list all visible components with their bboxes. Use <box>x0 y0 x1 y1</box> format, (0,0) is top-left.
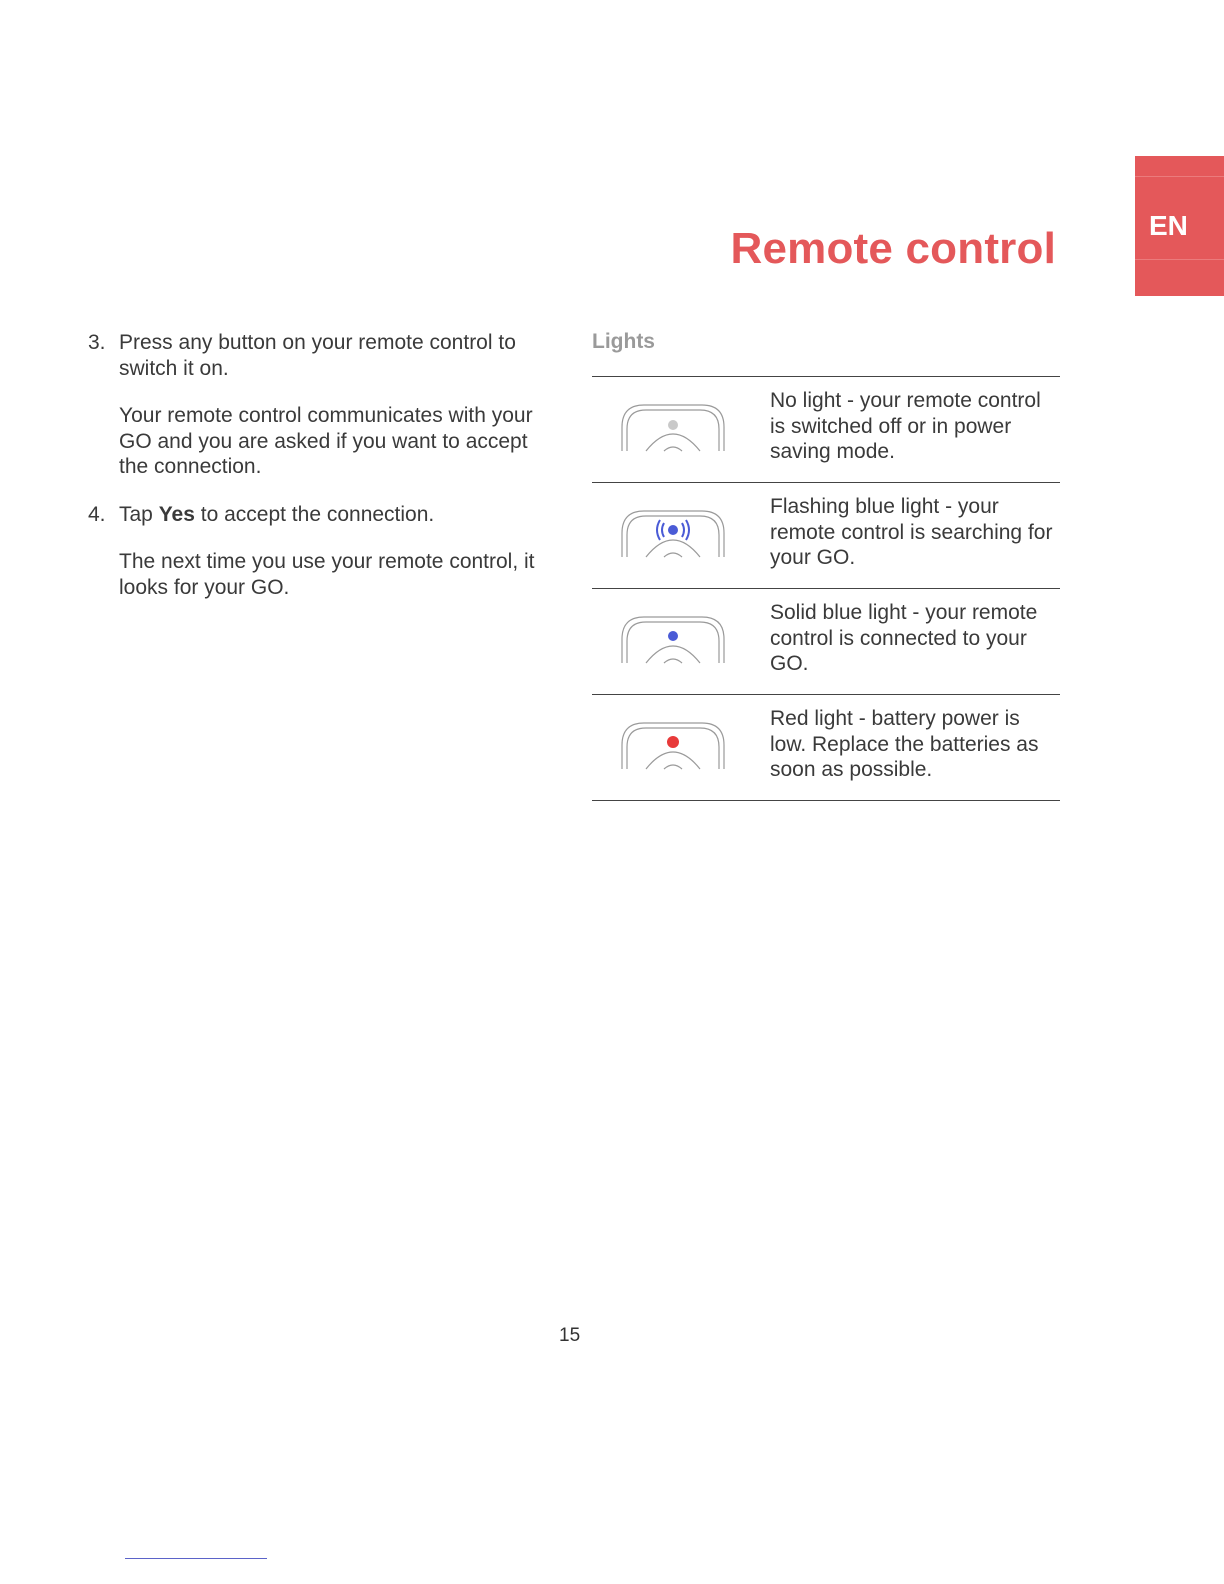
status-led <box>668 420 678 430</box>
step-3 <box>88 330 558 381</box>
page-title: Remote control <box>730 224 1056 273</box>
light-description: Solid blue light - your remote control is connected to your GO. <box>770 601 1038 675</box>
instructions-column <box>88 330 558 622</box>
step-number: 3. <box>88 331 106 354</box>
lights-heading: Lights <box>592 330 655 353</box>
remote-flashing-blue-icon <box>618 505 728 565</box>
step-text <box>119 502 434 528</box>
remote-no-light-icon <box>618 399 728 459</box>
status-led <box>668 631 678 641</box>
yes-keyword: Yes <box>158 502 195 526</box>
light-row <box>592 589 1060 695</box>
remote-red-light-icon <box>618 717 728 777</box>
page-number: 15 <box>559 1325 581 1346</box>
lights-section <box>592 330 1060 801</box>
step-text-suffix: to accept the connection. <box>194 502 435 526</box>
status-led <box>668 525 678 535</box>
light-description: Flashing blue light - your remote control is searching for your GO. <box>770 495 1053 569</box>
paragraph-next-time: The next time you use your remote control, it looks for your GO. <box>119 550 535 599</box>
step-text: Press any button on your remote control to switch it on. <box>119 331 516 380</box>
step-number: 4. <box>88 502 106 526</box>
light-row <box>592 695 1060 801</box>
step-text-prefix: Tap <box>119 502 159 526</box>
language-tab <box>1135 156 1224 296</box>
step-4 <box>88 502 558 528</box>
light-description: Red light - battery power is low. Replace the batteries as soon as possible. <box>770 707 1039 781</box>
footnote-divider <box>125 1558 267 1559</box>
language-tab-label: EN <box>1149 210 1188 241</box>
light-description: No light - your remote control is switched off or in power saving mode. <box>770 389 1041 463</box>
remote-solid-blue-icon <box>618 611 728 671</box>
lights-table <box>592 376 1060 801</box>
status-led <box>667 736 679 748</box>
light-row <box>592 483 1060 589</box>
light-row <box>592 377 1060 483</box>
paragraph-connection: Your remote control communicates with your GO and you are asked if you want to accept the connection. <box>119 404 533 478</box>
